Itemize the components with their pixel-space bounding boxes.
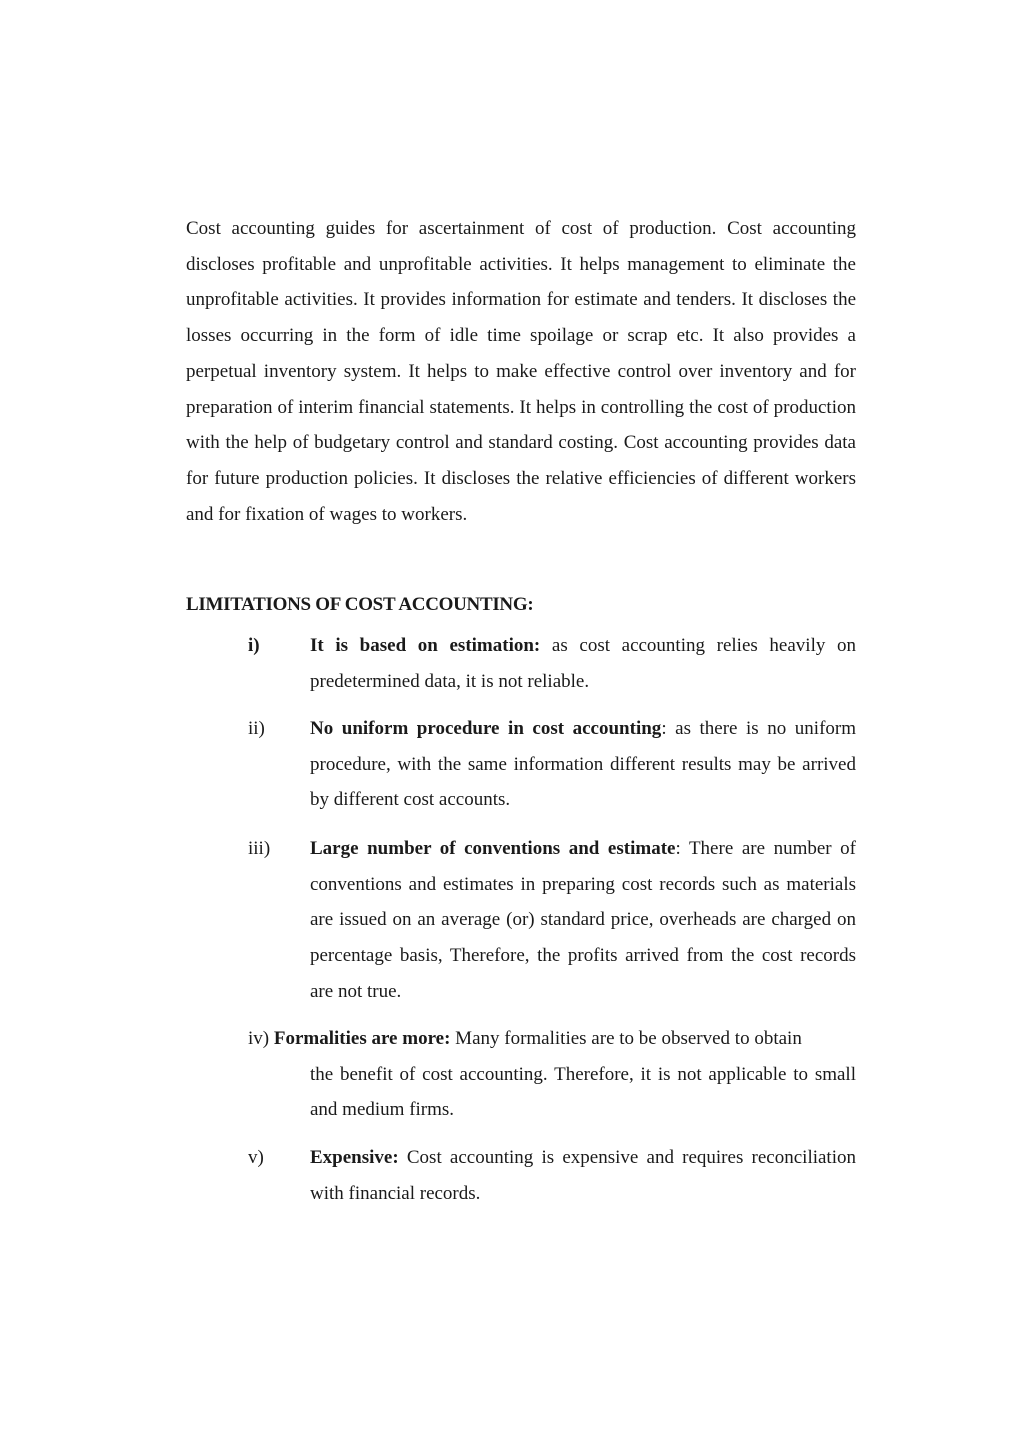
list-item — [248, 711, 856, 818]
list-item-title: Large number of conventions and estimate — [310, 838, 676, 859]
list-item-body — [310, 628, 856, 699]
list-item-text: Cost accounting is expensive and requires reconciliation with financial records. — [310, 1147, 856, 1204]
list-item-title: It is based on estimation: — [310, 635, 541, 656]
list-item-title: No uniform procedure in cost accounting — [310, 718, 662, 739]
list-item — [248, 1021, 856, 1128]
list-item-text: : as there is no uniform procedure, with the same information different results may be arrived by different cost accounts. — [310, 718, 857, 811]
list-item — [248, 628, 856, 699]
list-item-body — [310, 831, 856, 1010]
list-item-text: as cost accounting relies heavily on predetermined data, it is not reliable. — [310, 635, 856, 692]
list-item-body — [248, 1021, 856, 1057]
list-item-body — [310, 711, 856, 818]
list-item-number: ii) — [248, 718, 265, 739]
list-item-body — [310, 1140, 856, 1211]
intro-paragraph: Cost accounting guides for ascertainment of cost of production. Cost accounting discloses profitable and unprofitable activities. It helps management to eliminate the unprofitable activities. It provides information for estimate and tenders. It discloses the losses occurring in the form of idle time spoilage or scrap etc. It also provides a perpetual inventory system. It helps to make effective control over inventory and for preparation of interim financial statements. It helps in controlling the cost of production with the help of budgetary control and standard costing. Cost accounting provides data for future production policies. It discloses the relative efficiencies of different workers and for fixation of wages to workers. — [186, 218, 856, 525]
list-item-text: Many formalities are to be observed to obtain — [450, 1028, 802, 1049]
list-item — [248, 1140, 856, 1211]
list-item-title: Formalities are more: — [273, 1028, 451, 1049]
list-item-body-continued: the benefit of cost accounting. Therefore, it is not applicable to small and medium firms. — [310, 1063, 856, 1121]
list-item-number: iii) — [248, 838, 271, 859]
section-heading: LIMITATIONS OF COST ACCOUNTING: — [186, 594, 534, 615]
list-item-text: : There are number of conventions and estimates in preparing cost records such as materials are issued on an average (or) standard price, overheads are charged on percentage basis, Therefore, the profits arrived from the cost records are not true. — [310, 838, 856, 1002]
list-item-number: v) — [248, 1147, 264, 1168]
list-item — [248, 831, 856, 1010]
list-item-title: Expensive: — [310, 1147, 399, 1168]
list-item-number: iv) — [248, 1028, 270, 1049]
list-item-number: i) — [248, 635, 260, 656]
